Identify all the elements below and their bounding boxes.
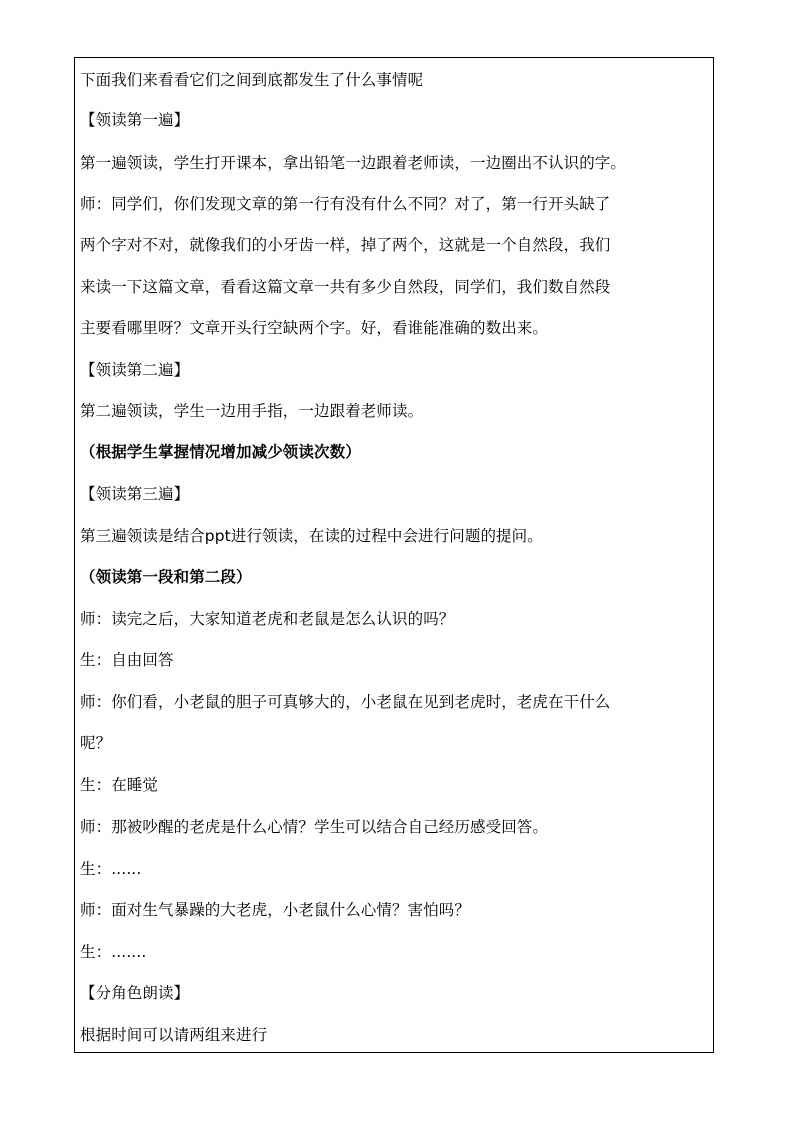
text-line: 呢？ [80,734,112,752]
text-line: 师：同学们，你们发现文章的第一行有没有什么不同？对了，第一行开头缺了 [80,195,611,213]
text-line: 师：你们看，小老鼠的胆子可真够大的，小老鼠在见到老虎时，老虎在干什么 [80,693,611,711]
section-heading: 【领读第一遍】 [80,111,190,129]
text-line: 来读一下这篇文章，看看这篇文章一共有多少自然段，同学们，我们数自然段 [80,278,611,296]
text-line: 主要看哪里呀？文章开头行空缺两个字。好，看谁能准确的数出来。 [80,319,549,337]
section-heading: 【领读第二遍】 [80,361,190,379]
text-line: 下面我们来看看它们之间到底都发生了什么事情呢 [80,71,424,89]
text-line: 师：那被吵醒的老虎是什么心情？学生可以结合自己经历感受回答。 [80,818,549,836]
text-line: 生：在睡觉 [80,776,159,794]
section-heading: 【领读第三遍】 [80,485,190,503]
text-line: 第一遍领读，学生打开课本，拿出铅笔一边跟着老师读，一边圈出不认识的字。 [80,154,627,172]
text-line: 两个字对不对，就像我们的小牙齿一样，掉了两个，这就是一个自然段，我们 [80,236,611,254]
bold-note: （根据学生掌握情况增加减少领读次数） [80,443,361,461]
text-line: 第三遍领读是结合ppt进行领读，在读的过程中会进行问题的提问。 [80,527,543,545]
text-line: 生：...... [80,860,142,878]
text-line: 师：读完之后，大家知道老虎和老鼠是怎么认识的吗？ [80,610,455,628]
text-line: 第二遍领读，学生一边用手指，一边跟着老师读。 [80,402,424,420]
bold-note: （领读第一段和第二段） [80,568,252,586]
text-line: 师：面对生气暴躁的大老虎，小老鼠什么心情？害怕吗？ [80,901,471,919]
text-line: 生：....... [80,943,147,961]
lesson-text-box [74,57,714,1053]
section-heading: 【分角色朗读】 [80,984,190,1002]
text-line: 根据时间可以请两组来进行 [80,1026,268,1044]
text-line: 生：自由回答 [80,651,174,669]
